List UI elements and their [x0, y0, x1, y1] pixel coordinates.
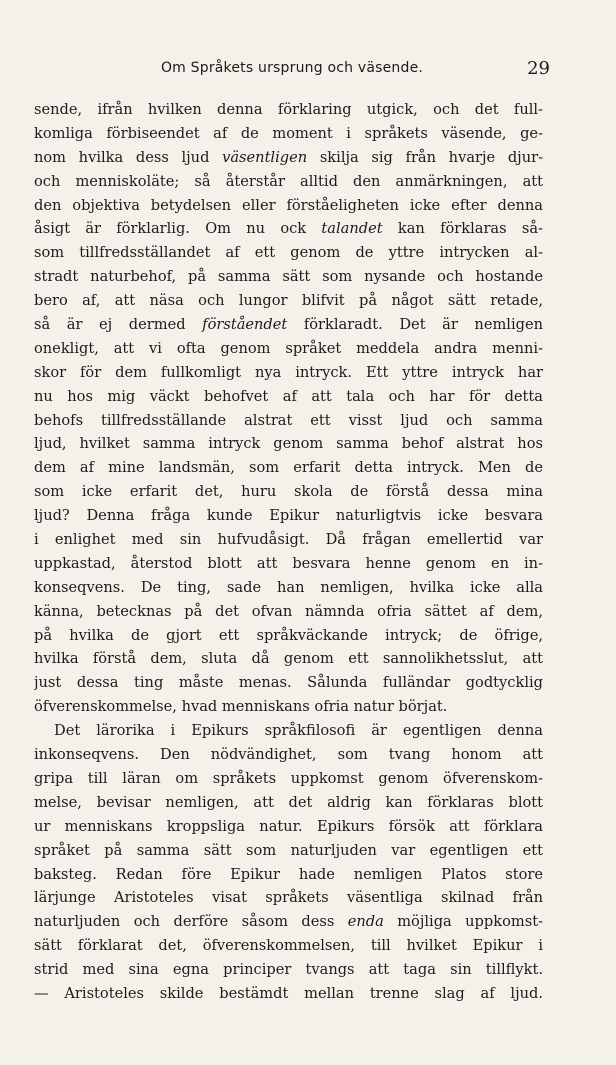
text-line: stradt naturbehof, på samma sätt som nysande och hostande	[34, 268, 543, 286]
text-line: den objektiva betydelsen eller förståeligheten icke efter denna	[34, 196, 543, 214]
text-line: på hvilka de gjort ett språkväckande intryck; de öfrige,	[34, 626, 543, 644]
text-line: i enlighet med sin hufvudåsigt. Då frågan emellertid var	[34, 531, 543, 549]
body-text	[34, 98, 543, 1006]
text-line: nu hos mig väckt behofvet af att tala och har för detta	[34, 387, 543, 405]
text-line: bero af, att näsa och lungor blifvit på något sätt retade,	[34, 292, 543, 310]
text-line: nom hvilka dess ljud väsentligen skilja sig från hvarje djur-	[34, 148, 543, 166]
text-line: — Aristoteles skilde bestämdt mellan trenne slag af ljud.	[34, 984, 543, 1002]
text-line: och menniskoläte; så återstår alltid den anmärkningen, att	[34, 172, 543, 190]
text-line: konseqvens. De ting, sade han nemligen, hvilka icke alla	[34, 578, 543, 596]
text-line: ljud? Denna fråga kunde Epikur naturligtvis icke besvara	[34, 507, 543, 525]
paragraph-end-line: öfverenskommelse, hvad menniskans ofria natur börjat.	[34, 698, 448, 716]
text-line: baksteg. Redan före Epikur hade nemligen Platos store	[34, 865, 543, 883]
text-line: uppkastad, återstod blott att besvara henne genom en in-	[34, 554, 543, 572]
text-line: skor för dem fullkomligt nya intryck. Ett yttre intryck har	[34, 363, 543, 381]
page-number: 29	[527, 58, 550, 79]
text-line: just dessa ting måste menas. Sålunda fulländar godtycklig	[34, 674, 543, 692]
text-line: lärjunge Aristoteles visat språkets väsentliga skilnad från	[34, 889, 543, 907]
text-line: åsigt är förklarlig. Om nu ock talandet kan förklaras så-	[34, 220, 543, 238]
text-line: gripa till läran om språkets uppkomst genom öfverenskom-	[34, 769, 543, 787]
text-line: känna, betecknas på det ofvan nämnda ofria sättet af dem,	[34, 602, 543, 620]
text-line: sende, ifrån hvilken denna förklaring utgick, och det full-	[34, 101, 543, 118]
text-line: ljud, hvilket samma intryck genom samma behof alstrat hos	[34, 435, 543, 453]
text-line: behofs tillfredsställande alstrat ett visst ljud och samma	[34, 411, 543, 429]
text-line: strid med sina egna principer tvangs att taga sin tillflykt.	[34, 961, 543, 979]
page-header	[34, 60, 550, 84]
text-line: sätt förklarat det, öfverenskommelsen, till hvilket Epikur i	[34, 937, 543, 955]
text-line: så är ej dermed förståendet förklaradt. Det är nemligen	[34, 316, 543, 334]
text-line: ur menniskans kroppsliga natur. Epikurs försök att förklara	[34, 817, 543, 835]
text-line: inkonseqvens. Den nödvändighet, som tvang honom att	[34, 746, 543, 764]
text-line: språket på samma sätt som naturljuden var egentligen ett	[34, 841, 543, 859]
text-line: som icke erfarit det, huru skola de förstå dessa mina	[34, 483, 543, 501]
text-line: onekligt, att vi ofta genom språket meddela andra menni-	[34, 339, 543, 357]
text-line: som tillfredsställandet af ett genom de yttre intrycken al-	[34, 244, 543, 262]
text-line: hvilka förstå dem, sluta då genom ett sannolikhetsslut, att	[34, 650, 543, 668]
text-line: komliga förbiseendet af de moment i språkets väsende, ge-	[34, 124, 543, 142]
text-line: naturljuden och derföre såsom dess enda möjliga uppkomst-	[34, 913, 543, 931]
running-title: Om Språkets ursprung och väsende.	[160, 60, 424, 76]
paragraph-start-line: Det lärorika i Epikurs språkfilosofi är egentligen denna	[54, 722, 543, 740]
text-line: dem af mine landsmän, som erfarit detta intryck. Men de	[34, 459, 543, 477]
text-line: melse, bevisar nemligen, att det aldrig kan förklaras blott	[34, 793, 543, 811]
